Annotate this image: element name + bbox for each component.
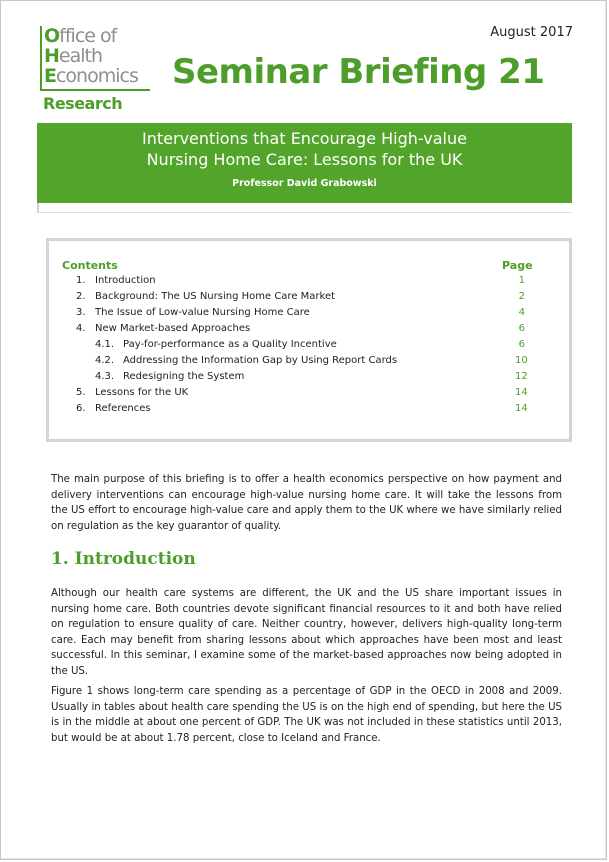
- toc-entry-page: 2: [518, 291, 525, 302]
- toc-entry-title: New Market-based Approaches: [95, 323, 251, 334]
- toc-entry-number: 4.3.: [95, 371, 115, 382]
- toc-subentry[interactable]: [49, 339, 569, 355]
- logo-line-3: Economics: [44, 65, 138, 87]
- logo-horizontal-bar: [40, 89, 150, 91]
- toc-entry-page: 12: [515, 371, 528, 382]
- toc-subentry[interactable]: [49, 371, 569, 387]
- toc-entry-number: 4.2.: [95, 355, 115, 366]
- toc-entry-page: 10: [515, 355, 528, 366]
- intro-paragraph: The main purpose of this briefing is to offer a health economics perspective on how payment and delivery interventions can encourage high-value nursing home care. It will take the lessons from the US effort to encourage high-value care and apply them to the UK where we have similarly relied on regulation as the key guarantor of quality.: [51, 474, 562, 532]
- toc-entry[interactable]: [49, 291, 569, 307]
- toc-entry-number: 2.: [76, 291, 86, 302]
- toc-entry[interactable]: [49, 307, 569, 323]
- series-title: Seminar Briefing 21: [172, 52, 545, 92]
- toc-entry[interactable]: [49, 403, 569, 419]
- toc-entry-number: 3.: [76, 307, 86, 318]
- toc-entry-title: Introduction: [95, 275, 156, 286]
- toc-entry-page: 6: [518, 323, 525, 334]
- toc-entry-page: 1: [518, 275, 525, 286]
- toc-entry-number: 1.: [76, 275, 86, 286]
- toc-entry-title: References: [95, 403, 151, 414]
- logo-tagline: Research: [43, 94, 123, 113]
- toc-entry-page: 14: [515, 387, 528, 398]
- table-of-contents: [46, 238, 572, 442]
- ohe-logo: [40, 26, 155, 116]
- toc-entry-number: 6.: [76, 403, 86, 414]
- toc-entry-title: Pay-for-performance as a Quality Incentive: [123, 339, 337, 350]
- toc-entry-page: 4: [518, 307, 525, 318]
- section-1-paragraph-1: Although our health care systems are different, the UK and the US share important issues in nursing home care. Both countries devote significant financial resources to it and both have relied on regulation to ensure quality of care. Neither country, however, delivers high-quality long-term care. Each may benefit from sharing lessons about which approaches have been most and least successful. In this seminar, I examine some of the market-based approaches now being adopted in the US.: [51, 588, 562, 677]
- banner-author: Professor David Grabowski: [232, 178, 377, 189]
- toc-entry-title: Lessons for the UK: [95, 387, 189, 398]
- publication-date: August 2017: [490, 25, 573, 40]
- toc-heading: Contents: [62, 259, 118, 272]
- toc-entry-number: 4.1.: [95, 339, 115, 350]
- toc-subentry[interactable]: [49, 355, 569, 371]
- toc-entry[interactable]: [49, 323, 569, 339]
- toc-entry-page: 6: [518, 339, 525, 350]
- toc-entry-title: Background: The US Nursing Home Care Market: [95, 291, 336, 302]
- toc-entry-title: The Issue of Low-value Nursing Home Care: [95, 307, 310, 318]
- logo-line-2: Health: [44, 45, 103, 67]
- toc-entry[interactable]: [49, 275, 569, 291]
- section-heading-introduction: 1. Introduction: [51, 549, 196, 569]
- banner-title-line-1: Interventions that Encourage High-value: [142, 129, 467, 148]
- logo-vertical-bar: [40, 26, 42, 89]
- banner-shadow-bottom: [37, 212, 572, 213]
- toc-entry-title: Redesigning the System: [123, 371, 245, 382]
- section-1-paragraph-2: Figure 1 shows long-term care spending as a percentage of GDP in the OECD in 2008 and 2009. Usually in tables about health care spending the US is on the high end of spending, but here the US is in the middle at about one percent of GDP. The UK was not included in these statistics until 2013, but would be at about 1.78 percent, close to Iceland and France.: [51, 686, 562, 744]
- toc-entry-title: Addressing the Information Gap by Using Report Cards: [123, 355, 398, 366]
- title-banner: [37, 123, 572, 203]
- toc-entry-number: 5.: [76, 387, 86, 398]
- banner-title-line-2: Nursing Home Care: Lessons for the UK: [146, 150, 463, 169]
- toc-page-heading: Page: [502, 259, 533, 272]
- logo-line-1: Office of: [44, 25, 117, 47]
- toc-entry-page: 14: [515, 403, 528, 414]
- toc-entry-number: 4.: [76, 323, 86, 334]
- toc-entry[interactable]: [49, 387, 569, 403]
